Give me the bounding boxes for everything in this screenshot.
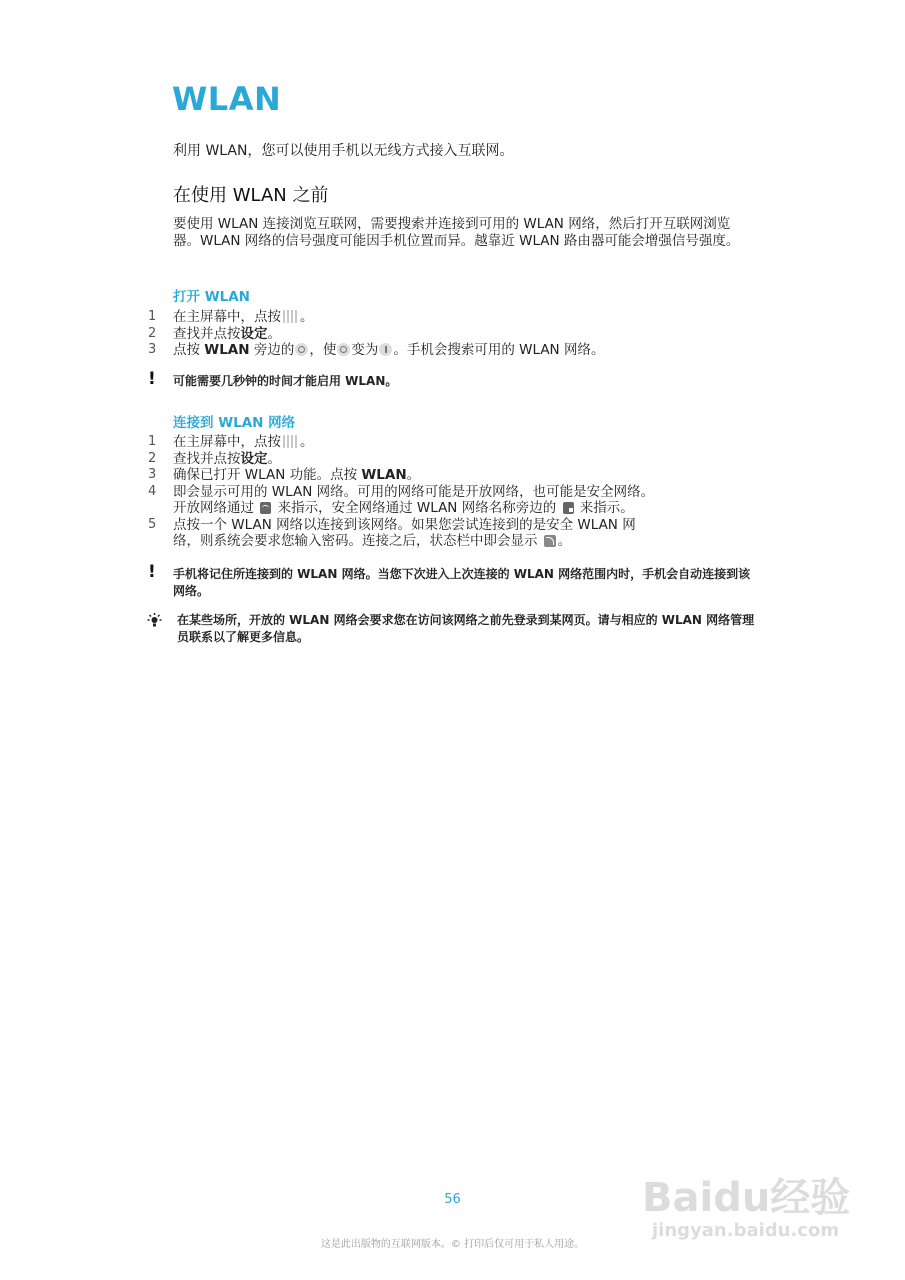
open-wifi-icon [260,502,271,514]
app-grid-icon [283,435,298,448]
step-number: 3 [148,467,157,482]
step-text: 点按一个 WLAN 网络以连接到该网络。如果您尝试连接到的是安全 WLAN 网 [173,516,636,533]
step-text: 查找并点按 [173,325,241,342]
list-item [146,326,756,343]
step-text: 确保已打开 WLAN 功能。点按 [173,467,358,483]
section-body: 要使用 WLAN 连接浏览互联网，需要搜索并连接到可用的 WLAN 网络，然后打开互联网浏览器。WLAN 网络的信号强度可能因手机位置而异。越靠近 WLAN 路由器可能会增强信号强度。 [173,216,740,249]
step-text-end: 。手机会搜索可用的 WLAN 网络。 [393,342,605,358]
list-item [146,467,756,484]
list-item [146,309,756,326]
step-text: 络，则系统会要求您输入密码。连接之后，状态栏中即会显示 [173,533,538,549]
step-text-end: 。 [300,309,314,325]
step-text-end: 来指示。 [579,500,634,516]
exclamation-icon: ! [148,369,156,389]
section-title: 在使用 WLAN 之前 [173,185,329,206]
step-number: 4 [148,483,157,499]
intro-paragraph: 利用 WLAN，您可以使用手机以无线方式接入互联网。 [173,143,514,159]
page-title: WLAN [172,80,282,118]
turn-on-steps [146,309,756,359]
exclamation-icon: ! [148,562,156,582]
step-text: 即会显示可用的 WLAN 网络。可用的网络可能是开放网络，也可能是安全网络。 [173,483,655,500]
settings-label: 设定 [240,450,268,467]
wlan-label: WLAN [204,342,250,358]
list-item [146,484,756,517]
step-text-end: 。 [267,325,281,342]
tip-text: 在某些场所，开放的 WLAN 网络会要求您在访问该网络之前先登录到某网页。请与相应的 WLAN 网络管理员联系以了解更多信息。 [177,613,755,644]
step-text: 变为 [351,342,379,358]
footer-note: 这是此出版物的互联网版本。© 打印后仅可用于私人用途。 [320,1239,585,1250]
secure-wifi-icon [563,502,574,514]
list-item [146,434,756,451]
turn-on-heading: 打开 WLAN [173,289,250,305]
step-text-end: 。 [267,450,281,467]
step-text: 旁边的 [253,342,295,358]
step-number: 2 [148,325,157,341]
step-text-end: 。 [557,533,572,549]
watermark-logo: Baidu经验 [642,1175,851,1221]
toggle-off-icon [295,343,308,356]
connect-steps [146,434,756,550]
wlan-label: WLAN [361,467,407,483]
step-number: 1 [148,309,157,324]
page-number: 56 [444,1192,461,1207]
toggle-off-icon [337,343,350,356]
step-text: 查找并点按 [173,450,241,467]
step-text: 来指示，安全网络通过 WLAN 网络名称旁边的 [277,500,557,516]
step-text-end: 。 [300,434,314,450]
app-grid-icon [283,310,298,323]
step-text: 点按 [173,342,200,358]
settings-label: 设定 [240,325,268,342]
step-number: 5 [148,516,157,532]
step-text: ，使 [309,342,337,358]
watermark [642,1148,862,1258]
toggle-on-icon [379,343,392,356]
list-item [146,517,756,550]
connect-heading: 连接到 WLAN 网络 [173,415,296,431]
step-number: 3 [148,342,157,357]
list-item [146,451,756,468]
step-text: 在主屏幕中，点按 [173,309,281,325]
step-text: 开放网络通过 [173,500,254,516]
step-number: 1 [148,434,157,449]
list-item [146,342,756,359]
wifi-connected-icon [544,535,556,547]
step-text: 在主屏幕中，点按 [173,434,281,450]
note-text: 手机将记住所连接到的 WLAN 网络。当您下次进入上次连接的 WLAN 网络范围内时，手机会自动连接到该网络。 [173,567,751,598]
watermark-url: jingyan.baidu.com [652,1220,840,1241]
step-text-end: 。 [406,467,421,483]
note-text: 可能需要几秒钟的时间才能启用 WLAN。 [173,374,398,388]
step-number: 2 [148,450,157,466]
lightbulb-icon [146,612,163,629]
